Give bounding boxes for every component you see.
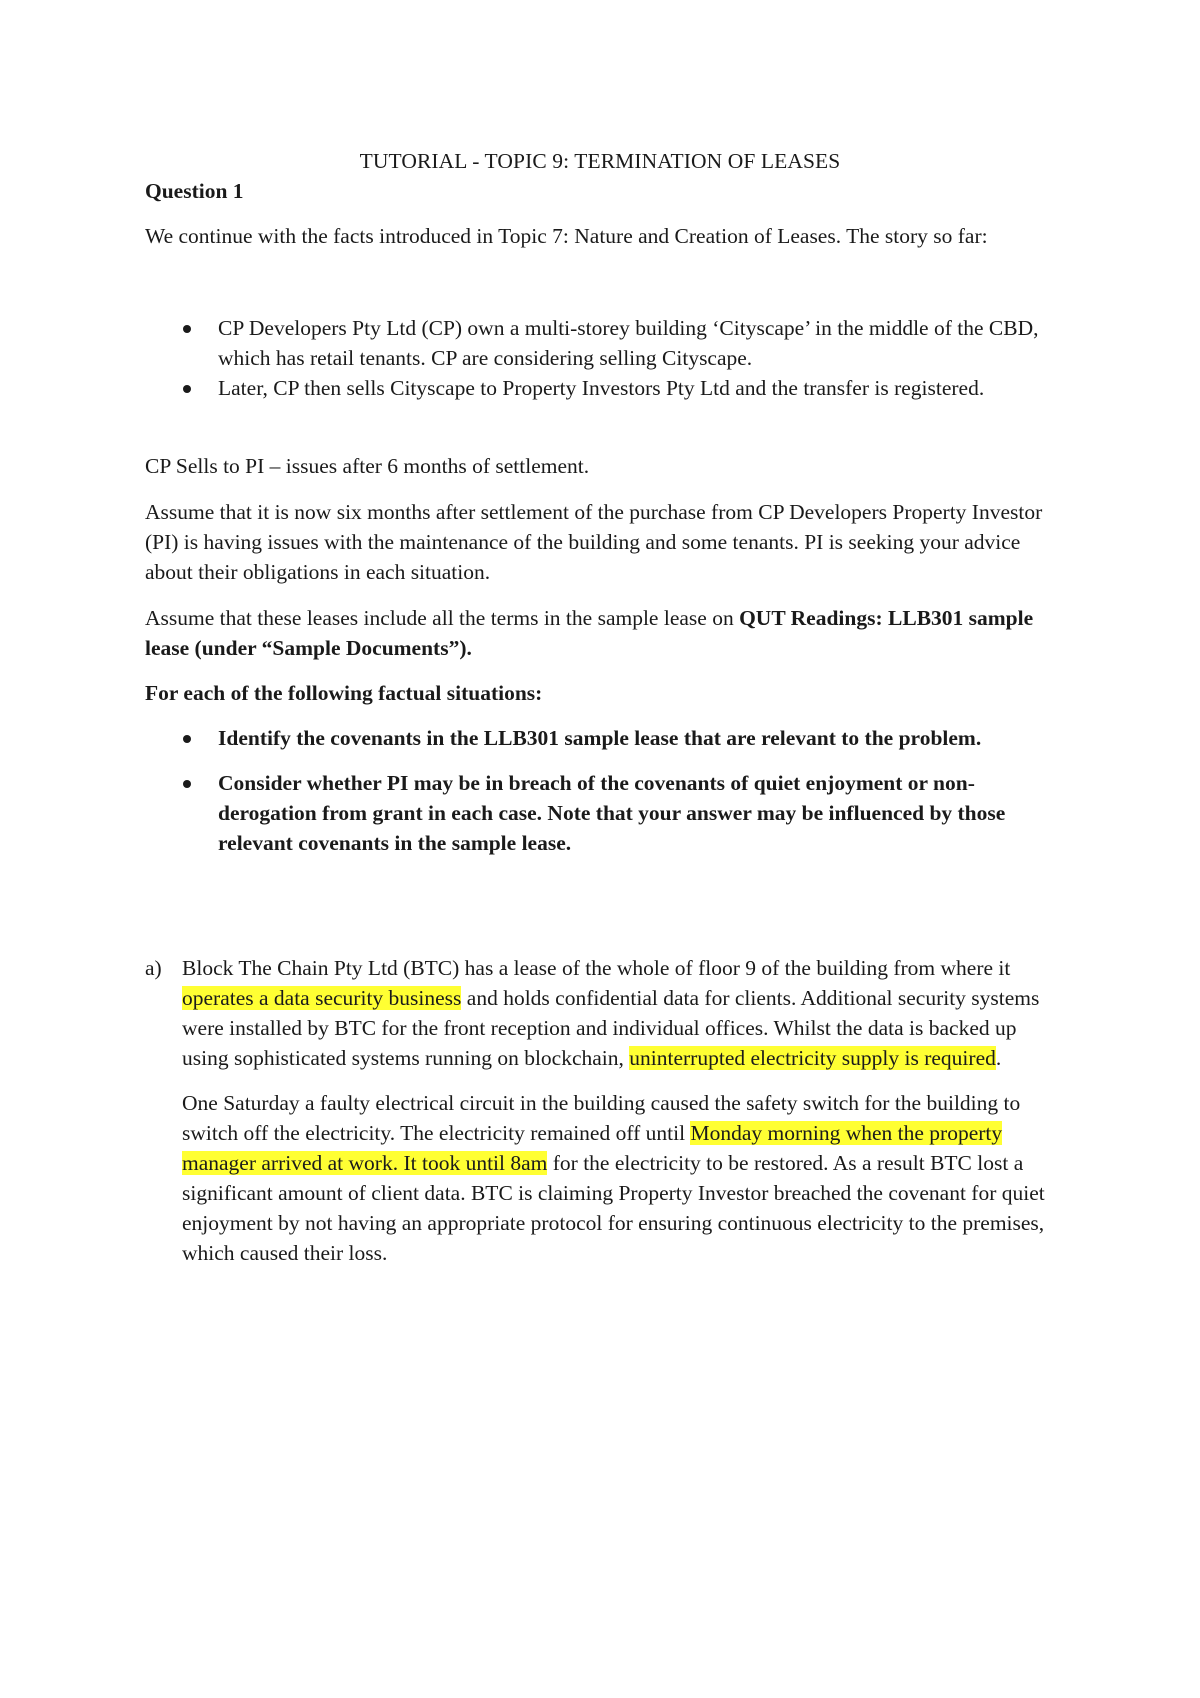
item-a-p1-text-2: and holds confidential data for clients. Additional security systems were installed by BTC for the front reception and individual offices. Whilst the data is backed up using sophisticated systems running on blockchain, bbox=[182, 986, 1040, 1070]
factual-situations-heading: For each of the following factual situations: bbox=[145, 681, 543, 705]
item-a-paragraph-1 bbox=[182, 953, 1065, 1073]
bullet-icon bbox=[183, 780, 191, 788]
intro-paragraph: We continue with the facts introduced in Topic 7: Nature and Creation of Leases. The story so far: bbox=[145, 224, 988, 248]
task-bullet-text: Consider whether PI may be in breach of the covenants of quiet enjoyment or non-derogation from grant in each case. Note that your answer may be influenced by those relevant covenants in the sample lease. bbox=[218, 771, 1006, 855]
highlight-monday-morning: Monday morning when the property manager arrived at work. It took until 8am bbox=[182, 1121, 1003, 1175]
bullet-icon bbox=[183, 325, 191, 333]
story-bullet-text: CP Developers Pty Ltd (CP) own a multi-storey building ‘Cityscape’ in the middle of the CBD, which has retail tenants. CP are considering selling Cityscape. bbox=[218, 316, 1039, 370]
task-bullet-list bbox=[145, 723, 1065, 858]
bullet-icon bbox=[183, 735, 191, 743]
lease-paragraph-reference: QUT Readings: LLB301 sample lease (under “Sample Documents”). bbox=[145, 606, 1034, 660]
item-a bbox=[145, 953, 1065, 1268]
assume-paragraph: Assume that it is now six months after settlement of the purchase from CP Developers Property Investor (PI) is having issues with the maintenance of the building and some tenants. PI is seeking your advice about their obligations in each situation. bbox=[145, 500, 1043, 584]
document-title: TUTORIAL - TOPIC 9: TERMINATION OF LEASES bbox=[359, 149, 841, 173]
lease-paragraph-text: Assume that these leases include all the terms in the sample lease on bbox=[145, 606, 740, 630]
bullet-icon bbox=[183, 385, 191, 393]
task-bullet-item bbox=[145, 723, 1065, 753]
item-a-p2-text-1: One Saturday a faulty electrical circuit in the building caused the safety switch for the building to switch off the electricity. The electricity remained off until bbox=[182, 1091, 1021, 1145]
story-bullet-text: Later, CP then sells Cityscape to Property Investors Pty Ltd and the transfer is registered. bbox=[218, 376, 985, 400]
task-bullet-item bbox=[145, 768, 1065, 858]
item-a-body bbox=[145, 953, 1065, 1268]
story-bullet-list bbox=[145, 313, 1065, 403]
question-heading: Question 1 bbox=[145, 179, 244, 203]
highlight-data-security: operates a data security business bbox=[182, 986, 462, 1010]
item-a-p1-text-3: . bbox=[995, 1046, 1002, 1070]
item-a-paragraph-2 bbox=[182, 1088, 1065, 1268]
item-a-p2-text-2: for the electricity to be restored. As a result BTC lost a significant amount of client data. BTC is claiming Property Investor breached the covenant for quiet enjoyment by not having an appropriate protocol for ensuring continuous electricity to the premises, which caused their loss. bbox=[182, 1151, 1045, 1265]
sells-line: CP Sells to PI – issues after 6 months of settlement. bbox=[145, 454, 590, 478]
item-a-marker: a) bbox=[145, 956, 162, 980]
story-bullet-item bbox=[145, 313, 1065, 373]
item-a-p1-text-1: Block The Chain Pty Ltd (BTC) has a lease of the whole of floor 9 of the building from where it bbox=[182, 956, 1011, 980]
highlight-electricity-required: uninterrupted electricity supply is required bbox=[629, 1046, 996, 1070]
task-bullet-text: Identify the covenants in the LLB301 sample lease that are relevant to the problem. bbox=[218, 726, 982, 750]
lease-paragraph bbox=[145, 603, 1065, 663]
story-bullet-item bbox=[145, 373, 1065, 403]
